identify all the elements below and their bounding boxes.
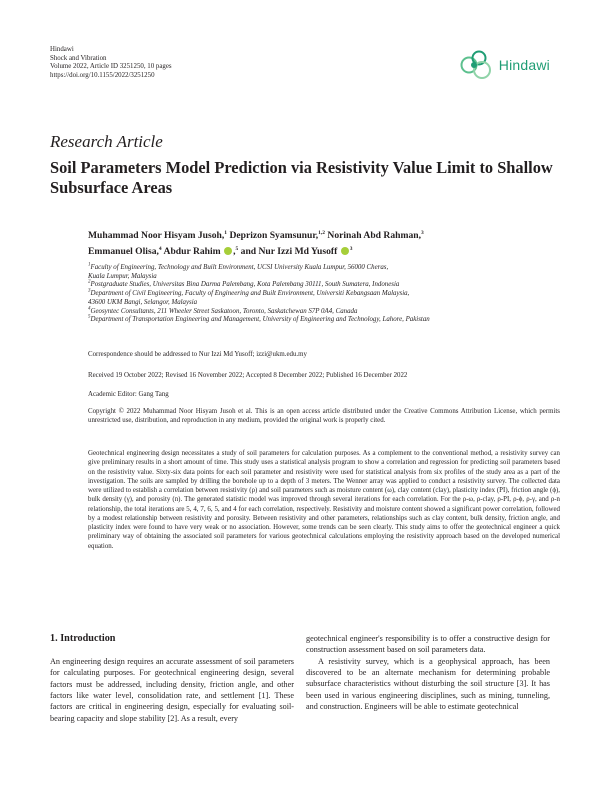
left-column [50, 656, 294, 724]
copyright-notice: Copyright © 2022 Muhammad Noor Hisyam Jusoh et al. This is an open access article distributed under the Creative Commons Attribution License, which permits unrestricted use, distribution, and reproduction in any medium, provided the original work is properly cited. [88, 408, 560, 425]
affiliation: $^3$Department of Civil Engineering, Faculty of Engineering and Built Environment, Universiti Kebangsaan Malaysia, [88, 288, 410, 298]
affiliation: $^5$Department of Transportation Engineering and Management, University of Engineering and Technology, Lahore, Pakistan [88, 314, 430, 324]
hindawi-logo-icon [460, 50, 494, 80]
intro-paragraph: An engineering design requires an accurate assessment of soil parameters for calculating purposes. For geotechnical engineering design, several factors must be addressed, including density, friction angle, and other factors like water level, consolidation rate, and settlement [1]. These factors are critical in engineering design, especially for evaluating soil-bearing capacity and slope stability [2]. As a result, every [50, 657, 294, 723]
section-heading: 1. Introduction [50, 633, 116, 644]
logo-text: Hindawi [498, 57, 550, 73]
author: Abdur Rahim ,$^5$ [163, 245, 239, 257]
intro-paragraph: geotechnical engineer's responsibility is to offer a constructive design for construction assessment based on soil parameters data. [306, 634, 550, 655]
author: Norinah Abd Rahman,$^3$ [327, 229, 424, 241]
abstract: Geotechnical engineering design necessitates a study of soil parameters for calculation purposes. As a complement to the conventional method, a resistivity survey can give preliminary results in a short amount of time. This study uses a statistical analysis program to show a correlation and regression for predicting soil parameters based on the resistivity value. Sixty-six data points for each soil parameter and resistivity were used for statistical analysis from six profiles of the study area as a part of the investigation. The soils are sampled by drilling the borehole up to a depth of 3 meters. The Wenner array was applied to conduct a resistivity survey. The collected data were utilized to establish a correlation between resistivity (ρ) and soil parameters such as moisture content (ω), clay content (clay), plasticity index (PI), friction angle (ϕ), bulk density (γ), and porosity (n). The generated statistic model was improved through several iterations for each correlation. For the ρ-ω, ρ-clay, ρ-PI, ρ-ϕ, ρ-γ, and ρ-n relationship, the total iterations are 5, 4, 7, 6, 5, and 4 for each correlation, respectively. Resistivity and moisture content showed a significant power correlation, followed by a modest relationship between resistivity and porosity. Between resistivity and other parameters, relationships such as clay content, bulk density, friction angle, and plasticity index were found to have very weak or no association. However, some trends can be seen clearly. This study aims to offer the geotechnical engineer a quick preliminary way of obtaining the associated soil parameters for various geotechnical calculations employing the resistivity approach based on the developed numerical equation. [88, 450, 560, 550]
affiliation: $^1$Faculty of Engineering, Technology and Built Environment, UCSI University Kuala Lumpur, 56000 Cheras, [88, 262, 389, 271]
author: Muhammad Noor Hisyam Jusoh,$^1$ [88, 229, 228, 241]
author: and Nur Izzi Md Yusoff $^3$ [240, 245, 353, 257]
paper-title: Soil Parameters Model Prediction via Resistivity Value Limit to Shallow Subsurface Areas [50, 158, 553, 197]
journal-header [50, 46, 172, 80]
academic-editor: Academic Editor: Gang Tang [88, 391, 169, 398]
publisher-name: Hindawi [50, 46, 74, 53]
journal-name: Shock and Vibration [50, 54, 107, 62]
affiliations [88, 264, 568, 325]
affiliation-continued: Kuala Lumpur, Malaysia [88, 272, 157, 280]
author: Emmanuel Olisa,$^4$ [88, 245, 162, 257]
intro-paragraph: A resistivity survey, which is a geophysical approach, has been discovered to be an alternate mechanism for determining probable subsurface characteristics without disturbing the soil structure [3]. It has been used in various engineering disciplines, such as mining, tunneling, and construction. Engineers will be able to estimate geotechnical [306, 656, 550, 712]
right-column [306, 633, 550, 712]
volume-line: Volume 2022, Article ID 3251250, 10 pages [50, 63, 172, 71]
affiliation: $^2$Postgraduate Studies, Universitas Bina Darma Palembang, Kota Palembang 30111, South Sumatera, Indonesia [88, 280, 400, 289]
correspondence: Correspondence should be addressed to Nur Izzi Md Yusoff; izzi@ukm.edu.my [88, 351, 307, 358]
author: Deprizon Syamsunur,$^{1,2}$ [229, 229, 325, 241]
orcid-icon[interactable] [224, 247, 232, 255]
article-type: Research Article [50, 132, 163, 151]
orcid-icon[interactable] [341, 247, 349, 255]
hindawi-logo [460, 50, 550, 80]
doi-link[interactable]: https://doi.org/10.1155/2022/3251250 [50, 71, 155, 79]
affiliation: $^4$Geosyntec Consultants, 211 Wheeler Street Saskatoon, Toronto, Saskatchewan S7P 0A4, Canada [88, 306, 358, 315]
history-dates: Received 19 October 2022; Revised 16 November 2022; Accepted 8 December 2022; Published 16 December 2022 [88, 372, 408, 379]
author-list [88, 228, 558, 259]
affiliation-continued: 43600 UKM Bangi, Selangor, Malaysia [88, 298, 198, 306]
